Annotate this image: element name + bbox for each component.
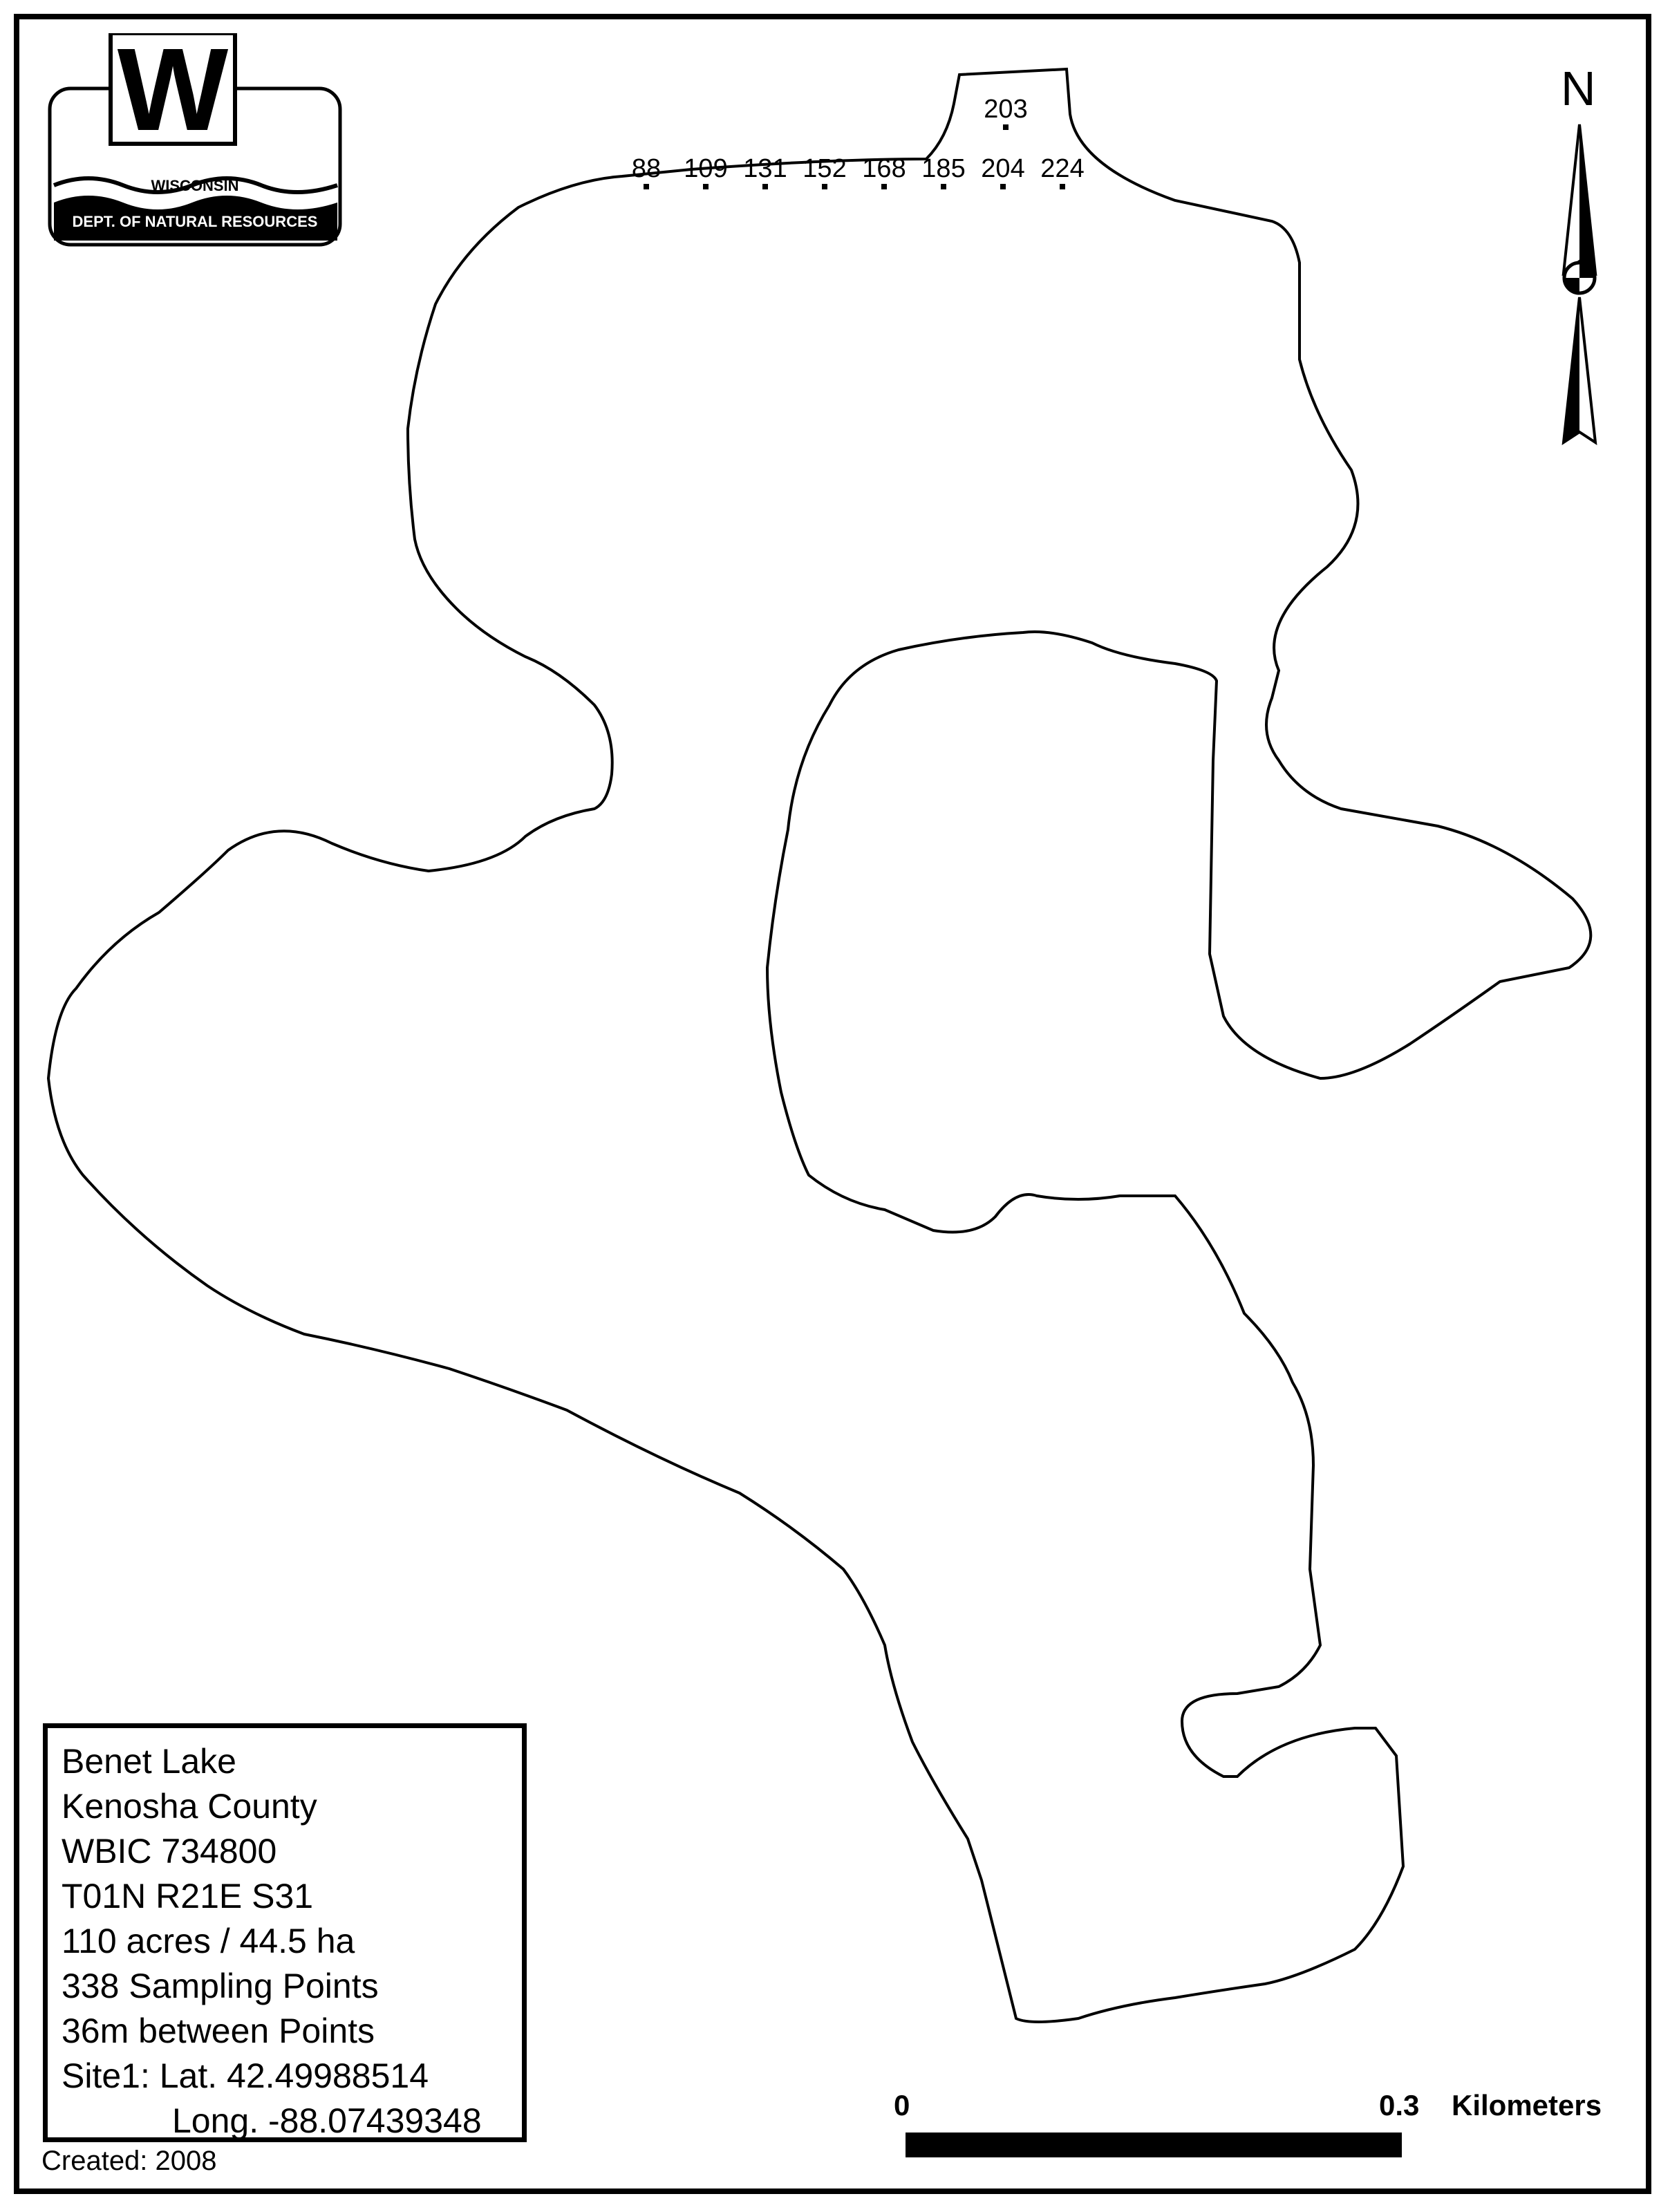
- scale-bar: [906, 2133, 1402, 2157]
- sampling-point-marker: [762, 184, 768, 189]
- logo-line1: WISCONSIN: [151, 177, 239, 194]
- area: 110 acres / 44.5 ha: [62, 1922, 355, 1960]
- points-count: 338 Sampling Points: [62, 1967, 379, 2005]
- sampling-points-layer: [632, 95, 1085, 189]
- sampling-point-label: 88: [631, 154, 662, 183]
- north-arrow: [1564, 124, 1595, 442]
- sampling-point-label: 224: [1040, 154, 1085, 183]
- sampling-point-marker: [703, 184, 709, 189]
- logo-line2: DEPT. OF NATURAL RESOURCES: [72, 213, 318, 230]
- lake-name: Benet Lake: [62, 1742, 236, 1781]
- sampling-point-marker: [941, 184, 946, 189]
- county: Kenosha County: [62, 1787, 317, 1826]
- logo-mark: W: [117, 33, 229, 156]
- township: T01N R21E S31: [62, 1877, 314, 1915]
- site-longitude: Long. -88.07439348: [172, 2101, 482, 2140]
- point-spacing: 36m between Points: [62, 2012, 375, 2050]
- sampling-point-marker: [822, 184, 827, 189]
- sampling-point-label: 109: [684, 154, 728, 183]
- scale-units-label: Kilometers: [1452, 2089, 1602, 2121]
- sampling-point-marker: [644, 184, 649, 189]
- sampling-point-marker: [881, 184, 887, 189]
- sampling-point-label: 152: [803, 154, 847, 183]
- created-date: Created: 2008: [41, 2146, 217, 2176]
- site-latitude: Site1: Lat. 42.49988514: [62, 2056, 429, 2095]
- scale-end-label: 0.3: [1379, 2089, 1420, 2121]
- sampling-point-label: 131: [743, 154, 787, 183]
- sampling-point-marker: [1060, 184, 1065, 189]
- scale-start-label: 0: [894, 2089, 910, 2121]
- sampling-point-label: 168: [862, 154, 906, 183]
- sampling-point-label: 203: [984, 95, 1028, 124]
- sampling-point-label: 185: [921, 154, 966, 183]
- lake-info-box: [43, 1723, 527, 2142]
- wdnr-logo: [47, 33, 344, 247]
- wbic: WBIC 734800: [62, 1832, 277, 1871]
- north-label: N: [1561, 62, 1596, 115]
- sampling-point-label: 204: [981, 154, 1025, 183]
- sampling-point-marker: [1003, 124, 1009, 130]
- sampling-point-marker: [1000, 184, 1006, 189]
